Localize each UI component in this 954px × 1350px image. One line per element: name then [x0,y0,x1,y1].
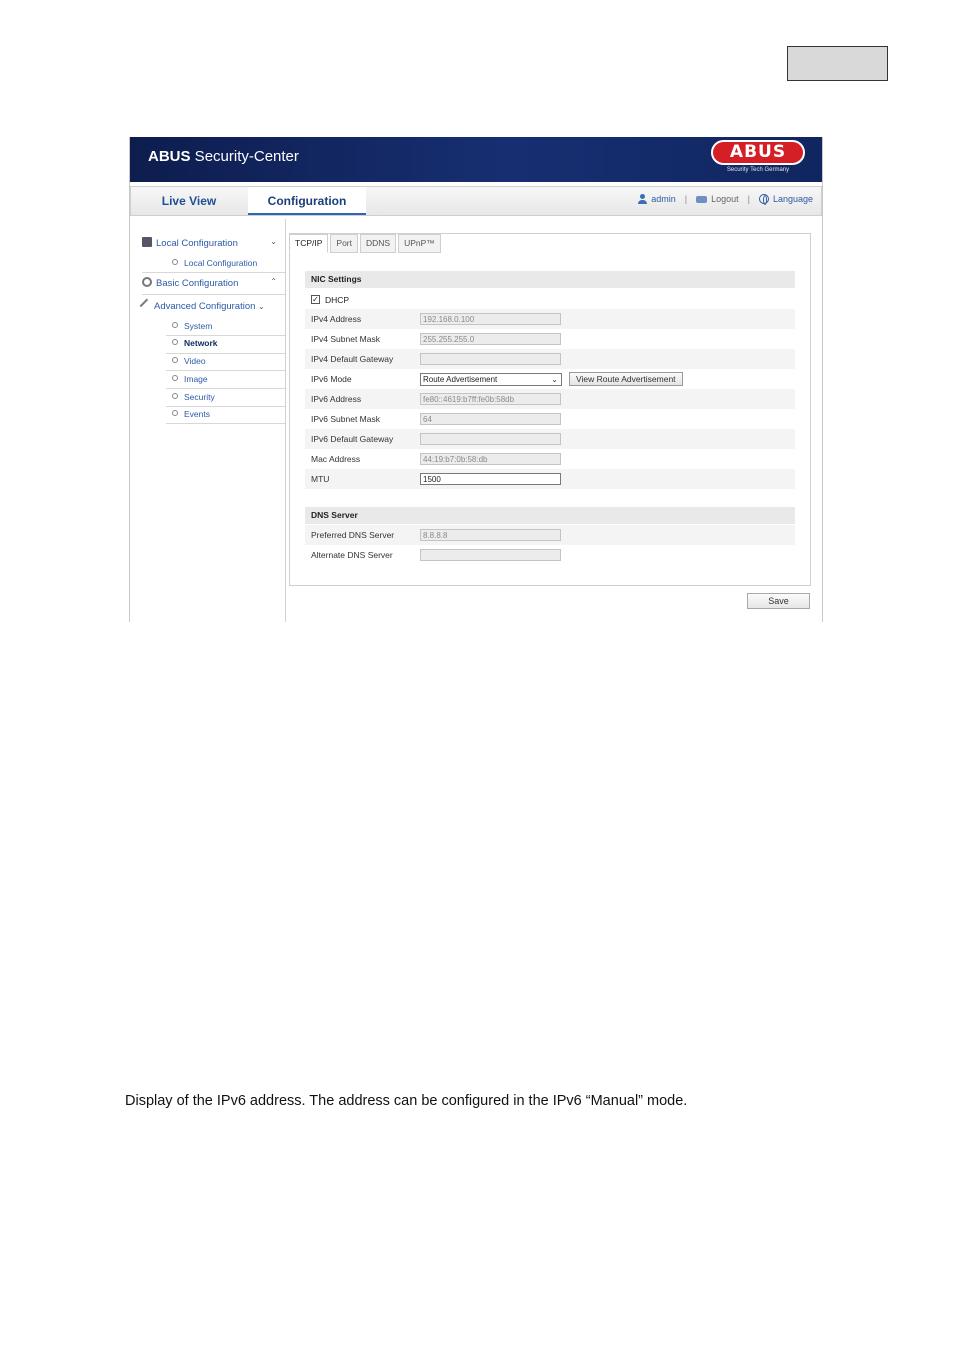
user-bar: admin | Logout | Language [638,194,813,204]
app-banner [130,137,822,182]
ipv6-gateway-field[interactable] [420,433,561,445]
mac-address-field[interactable]: 44:19:b7:0b:58:db [420,453,561,465]
caption-text: Display of the IPv6 address. The address can be configured in the IPv6 “Manual” mode. [125,1093,688,1109]
sidebar-item-system[interactable]: System [172,321,212,331]
gear-icon [142,277,152,287]
ipv6-mode-row: IPv6 Mode Route Advertisement ⌄ View Route Advertisement [305,369,795,389]
sidebar-item-events[interactable]: Events [172,409,210,419]
sidebar-item-network[interactable]: Network [172,338,218,348]
sidebar-local-configuration[interactable]: Local Configuration [142,237,238,249]
tab-ddns[interactable]: DDNS [360,234,396,253]
preferred-dns-field[interactable]: 8.8.8.8 [420,529,561,541]
mtu-row: MTU 1500 [305,469,795,489]
alternate-dns-row: Alternate DNS Server [305,545,795,565]
tab-tcpip[interactable]: TCP/IP [289,234,328,253]
monitor-icon [142,237,152,247]
ipv6-mode-select[interactable]: Route Advertisement ⌄ [420,373,562,386]
sidebar-advanced-configuration[interactable]: Advanced Configuration ⌄ [142,300,265,312]
abus-logo: ABUS Security Tech Germany [711,140,806,176]
sidebar-basic-configuration[interactable]: Basic Configuration [142,277,238,289]
user-icon [638,194,647,204]
header-gray-box [787,46,888,81]
ipv4-mask-row: IPv4 Subnet Mask 255.255.255.0 [305,329,795,349]
sidebar-item-image[interactable]: Image [172,374,208,384]
tab-port[interactable]: Port [330,234,358,253]
chevron-down-icon: ⌄ [551,375,558,384]
ipv4-address-row: IPv4 Address 192.168.0.100 [305,309,795,329]
ipv4-gateway-field[interactable] [420,353,561,365]
preferred-dns-row: Preferred DNS Server 8.8.8.8 [305,525,795,545]
dns-server-heading: DNS Server [305,507,795,524]
user-link[interactable]: admin [651,194,676,204]
view-route-advertisement-button[interactable]: View Route Advertisement [569,372,683,386]
save-button[interactable]: Save [747,593,810,609]
mtu-field[interactable]: 1500 [420,473,561,485]
settings-tabs [289,234,443,252]
ipv4-address-field[interactable]: 192.168.0.100 [420,313,561,325]
dhcp-label: DHCP [325,295,350,305]
sidebar-item-video[interactable]: Video [172,356,206,366]
ipv6-subnet-mask-field[interactable]: 64 [420,413,561,425]
sidebar [130,219,286,622]
alternate-dns-field[interactable] [420,549,561,561]
top-navigation [130,186,822,216]
sidebar-item-local-configuration[interactable]: Local Configuration [172,258,257,268]
sidebar-item-security[interactable]: Security [172,392,215,402]
ipv6-gateway-row: IPv6 Default Gateway [305,429,795,449]
dhcp-row [305,290,795,310]
app-title: ABUS Security-Center [148,148,299,165]
wrench-icon [140,299,153,312]
logout-link[interactable]: Logout [711,194,739,204]
ipv4-subnet-mask-field[interactable]: 255.255.255.0 [420,333,561,345]
app-screenshot [129,137,823,622]
ipv4-gateway-row: IPv4 Default Gateway [305,349,795,369]
mac-address-row: Mac Address 44:19:b7:0b:58:db [305,449,795,469]
tab-live-view[interactable]: Live View [161,194,217,208]
tab-configuration[interactable]: Configuration [248,187,366,215]
tab-upnp[interactable]: UPnP™ [398,234,441,253]
chevron-down-icon[interactable]: ⌄ [270,237,277,246]
logout-icon [696,196,707,203]
ipv6-address-row: IPv6 Address fe80::4619:b7ff:fe0b:58db [305,389,795,409]
ipv6-mask-row: IPv6 Subnet Mask 64 [305,409,795,429]
nic-settings-heading: NIC Settings [305,271,795,288]
chevron-up-icon[interactable]: ⌃ [270,277,277,286]
dhcp-checkbox[interactable]: ✓ [312,295,319,304]
ipv6-address-field[interactable]: fe80::4619:b7ff:fe0b:58db [420,393,561,405]
globe-icon [759,194,769,204]
language-link[interactable]: Language [772,194,813,204]
